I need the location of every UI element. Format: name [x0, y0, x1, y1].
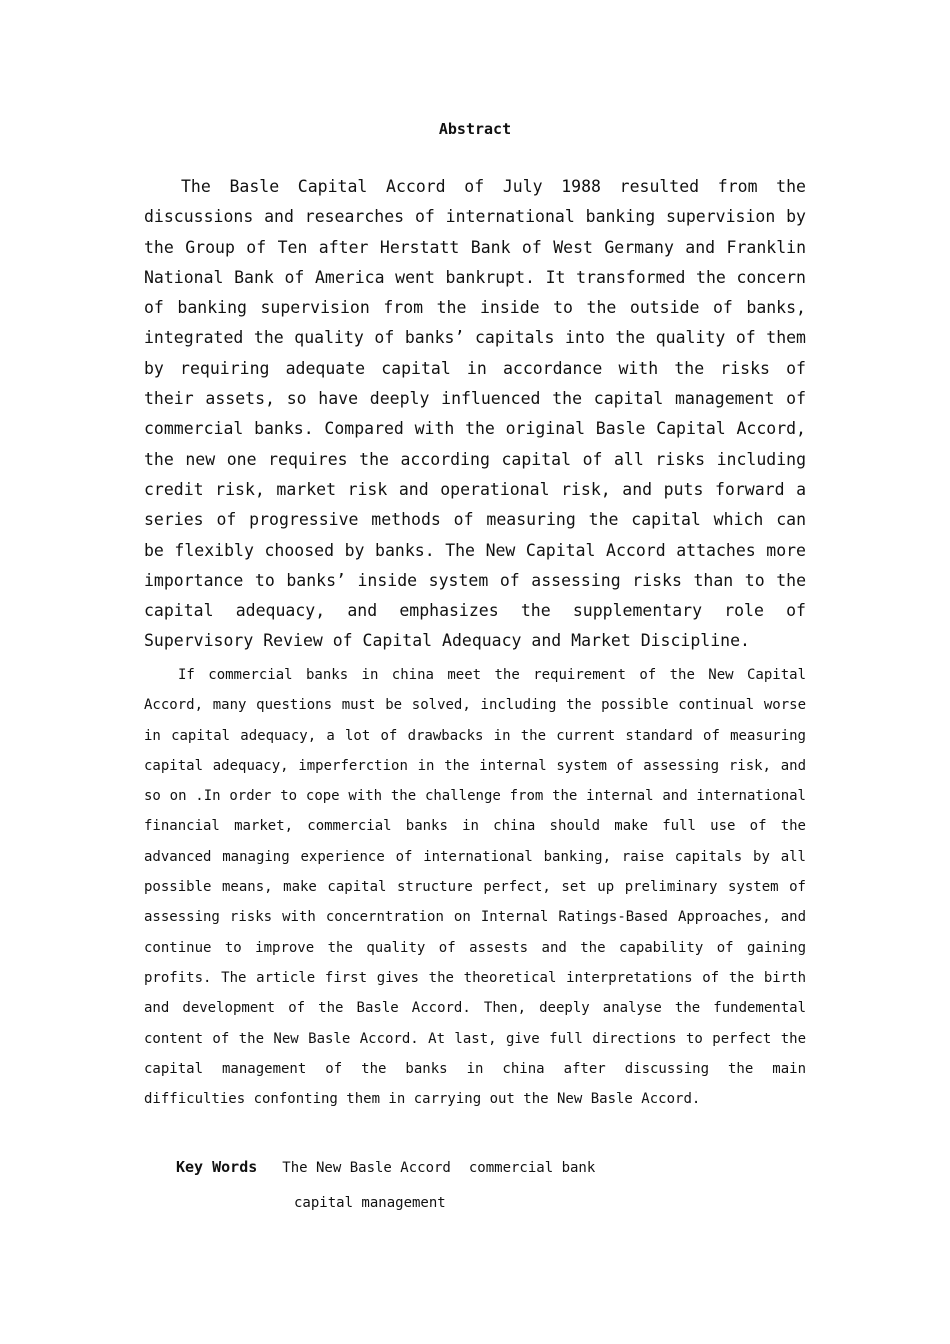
- abstract-title: Abstract: [438, 120, 512, 138]
- abstract-paragraph-2: If commercial banks in china meet the requirement of the New Capital Accord, many questions must be solved, including the possible continual worse in capital adequacy, a lot of drawbacks in the current standard of measuring capital adequacy, imperferction in the internal system of assessing risk, and so on .In order to cope with the challenge from the internal and international financial market, commercial banks in china should make full use of the advanced managing experience of international banking, raise capitals by all possible means, make capital structure perfect, set up preliminary system of assessing risks with concerntration on Internal Ratings-Based Approaches, and continue to improve the quality of assests and the capability of gaining profits. The article first gives the theoretical interpretations of the birth and development of the Basle Accord. Then, deeply analyse the fundemental content of the New Basle Accord. At last, give full directions to perfect the capital management of the banks in china after discussing the main difficulties confonting them in carrying out the New Basle Accord.: [144, 667, 806, 1108]
- keywords-line: [176, 1156, 595, 1179]
- keyword-item: capital management: [294, 1195, 446, 1211]
- keyword-item: commercial bank: [468, 1160, 596, 1176]
- abstract-paragraph-1: The Basle Capital Accord of July 1988 resulted from the discussions and researches of international banking supervision by the Group of Ten after Herstatt Bank of West Germany and Franklin National Bank of America went bankrupt. It transformed the concern of banking supervision from the inside to the outside of banks, integrated the quality of banks’ capitals into the quality of them by requiring adequate capital in accordance with the risks of their assets, so have deeply influenced the capital management of commercial banks. Compared with the original Basle Capital Accord, the new one requires the according capital of all risks including credit risk, market risk and operational risk, and puts forward a series of progressive methods of measuring the capital which can be flexibly choosed by banks. The New Capital Accord attaches more importance to banks’ inside system of assessing risks than to the capital adequacy, and emphasizes the supplementary role of Supervisory Review of Capital Adequacy and Market Discipline.: [144, 177, 806, 651]
- keywords-label: Key Words: [176, 1158, 258, 1176]
- keyword-item: The New Basle Accord: [282, 1160, 451, 1176]
